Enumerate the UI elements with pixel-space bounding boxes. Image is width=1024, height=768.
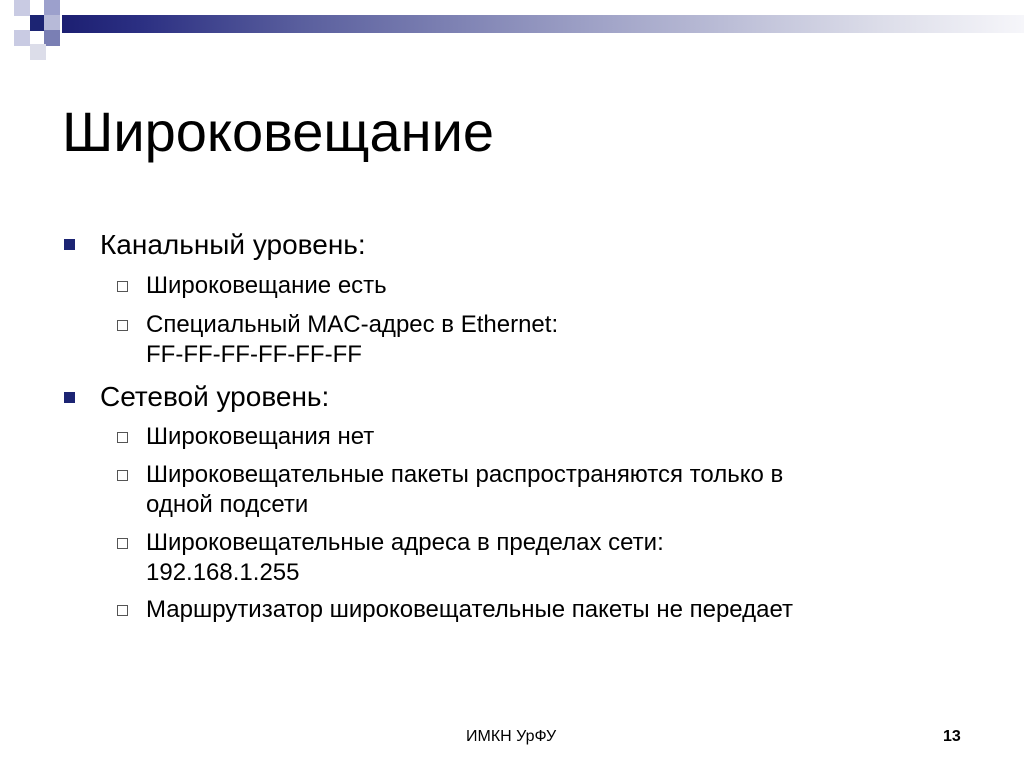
- square-bullet-icon: [64, 239, 75, 250]
- hollow-square-bullet-icon: [117, 432, 128, 443]
- list-item-continuation: 192.168.1.255: [146, 559, 300, 586]
- decor-square: [44, 30, 60, 46]
- slide-title: Широковещание: [62, 100, 495, 163]
- decor-square: [14, 30, 30, 46]
- hollow-square-bullet-icon: [117, 281, 128, 292]
- section-heading: Сетевой уровень:: [100, 381, 330, 412]
- list-item: Широковещания нет: [146, 423, 375, 450]
- hollow-square-bullet-icon: [117, 320, 128, 331]
- page-number: 13: [943, 728, 961, 745]
- hollow-square-bullet-icon: [117, 470, 128, 481]
- decor-square: [44, 15, 60, 31]
- list-item: Широковещательные пакеты распространяются только в: [146, 461, 784, 488]
- hollow-square-bullet-icon: [117, 538, 128, 549]
- header-gradient-bar: [62, 15, 1024, 33]
- hollow-square-bullet-icon: [117, 605, 128, 616]
- footer-text: ИМКН УрФУ: [466, 728, 557, 745]
- list-item: Маршрутизатор широковещательные пакеты не передает: [146, 596, 794, 623]
- list-item: Специальный MAC-адрес в Ethernet:: [146, 311, 559, 338]
- list-item: Широковещательные адреса в пределах сети:: [146, 529, 664, 556]
- list-item: Широковещание есть: [146, 272, 387, 299]
- list-item-continuation: FF-FF-FF-FF-FF-FF: [146, 341, 362, 368]
- decor-square: [30, 44, 46, 60]
- section-heading: Канальный уровень:: [100, 229, 366, 260]
- decor-square: [14, 0, 30, 16]
- decor-square: [44, 0, 60, 16]
- list-item-continuation: одной подсети: [146, 491, 309, 518]
- square-bullet-icon: [64, 392, 75, 403]
